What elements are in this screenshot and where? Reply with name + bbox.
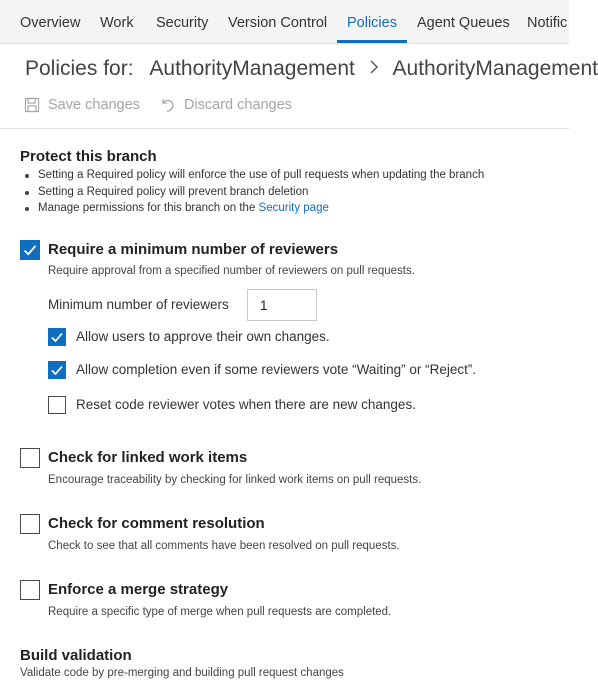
save-icon	[24, 97, 40, 113]
tab-policies[interactable]: Policies	[347, 0, 397, 43]
chevron-right-icon	[369, 58, 379, 79]
checkmark-icon	[49, 329, 65, 345]
save-button[interactable]	[24, 97, 140, 113]
min-reviewers-count-input[interactable]	[247, 289, 317, 321]
linked-work-items-description: Encourage traceability by checking for linked work items on pull requests.	[48, 474, 422, 486]
list-item: Setting a Required policy will prevent branch deletion	[24, 184, 484, 201]
allow-completion-label: Allow completion even if some reviewers vote “Waiting” or “Reject”.	[76, 362, 477, 377]
protect-branch-heading: Protect this branch	[20, 148, 157, 165]
checkmark-icon	[49, 362, 65, 378]
tab-security[interactable]: Security	[156, 15, 209, 31]
reset-votes-label: Reset code reviewer votes when there are new changes.	[76, 397, 416, 412]
undo-icon	[160, 97, 176, 113]
comment-resolution-description: Check to see that all comments have been resolved on pull requests.	[48, 540, 400, 552]
breadcrumb-repository[interactable]: AuthorityManagement	[392, 57, 598, 80]
reset-votes-checkbox[interactable]	[48, 396, 66, 414]
tab-notifications[interactable]: Notific	[527, 15, 568, 31]
save-button-label: Save changes	[48, 97, 140, 113]
bullet-text: Manage permissions for this branch on the	[38, 202, 259, 214]
toolbar-divider	[0, 128, 569, 129]
top-tab-bar	[0, 0, 569, 44]
list-item: Setting a Required policy will enforce the use of pull requests when updating the branch	[24, 167, 484, 184]
allow-self-approve-label: Allow users to approve their own changes.	[76, 329, 330, 344]
min-reviewers-title: Require a minimum number of reviewers	[48, 241, 339, 258]
page-title	[25, 57, 598, 87]
linked-work-items-checkbox[interactable]	[20, 448, 40, 468]
breadcrumb-project[interactable]: AuthorityManagement	[149, 57, 355, 80]
min-reviewers-description: Require approval from a specified number of reviewers on pull requests.	[48, 265, 415, 277]
allow-self-approve-checkbox[interactable]	[48, 328, 66, 346]
linked-work-items-title: Check for linked work items	[48, 449, 248, 466]
list-item	[24, 200, 484, 217]
merge-strategy-checkbox[interactable]	[20, 580, 40, 600]
comment-resolution-checkbox[interactable]	[20, 514, 40, 534]
min-reviewers-checkbox[interactable]	[20, 240, 40, 260]
page-title-prefix: Policies for:	[25, 57, 134, 80]
security-page-link[interactable]: Security page	[258, 202, 329, 214]
tab-agent-queues[interactable]: Agent Queues	[417, 15, 510, 31]
tab-overview[interactable]: Overview	[20, 15, 81, 31]
protect-branch-notes	[24, 167, 484, 217]
comment-resolution-title: Check for comment resolution	[48, 515, 265, 532]
build-validation-heading: Build validation	[20, 647, 132, 664]
tab-version-control[interactable]: Version Control	[228, 15, 328, 31]
tab-work[interactable]: Work	[100, 15, 134, 31]
allow-completion-checkbox[interactable]	[48, 361, 66, 379]
min-reviewers-count-label: Minimum number of reviewers	[48, 297, 229, 312]
merge-strategy-description: Require a specific type of merge when pull requests are completed.	[48, 606, 392, 618]
discard-button-label: Discard changes	[183, 97, 292, 113]
merge-strategy-title: Enforce a merge strategy	[48, 581, 229, 598]
checkmark-icon	[21, 241, 39, 259]
build-validation-description: Validate code by pre-merging and building pull request changes	[20, 667, 344, 679]
discard-button[interactable]	[160, 97, 292, 113]
toolbar	[24, 97, 308, 121]
